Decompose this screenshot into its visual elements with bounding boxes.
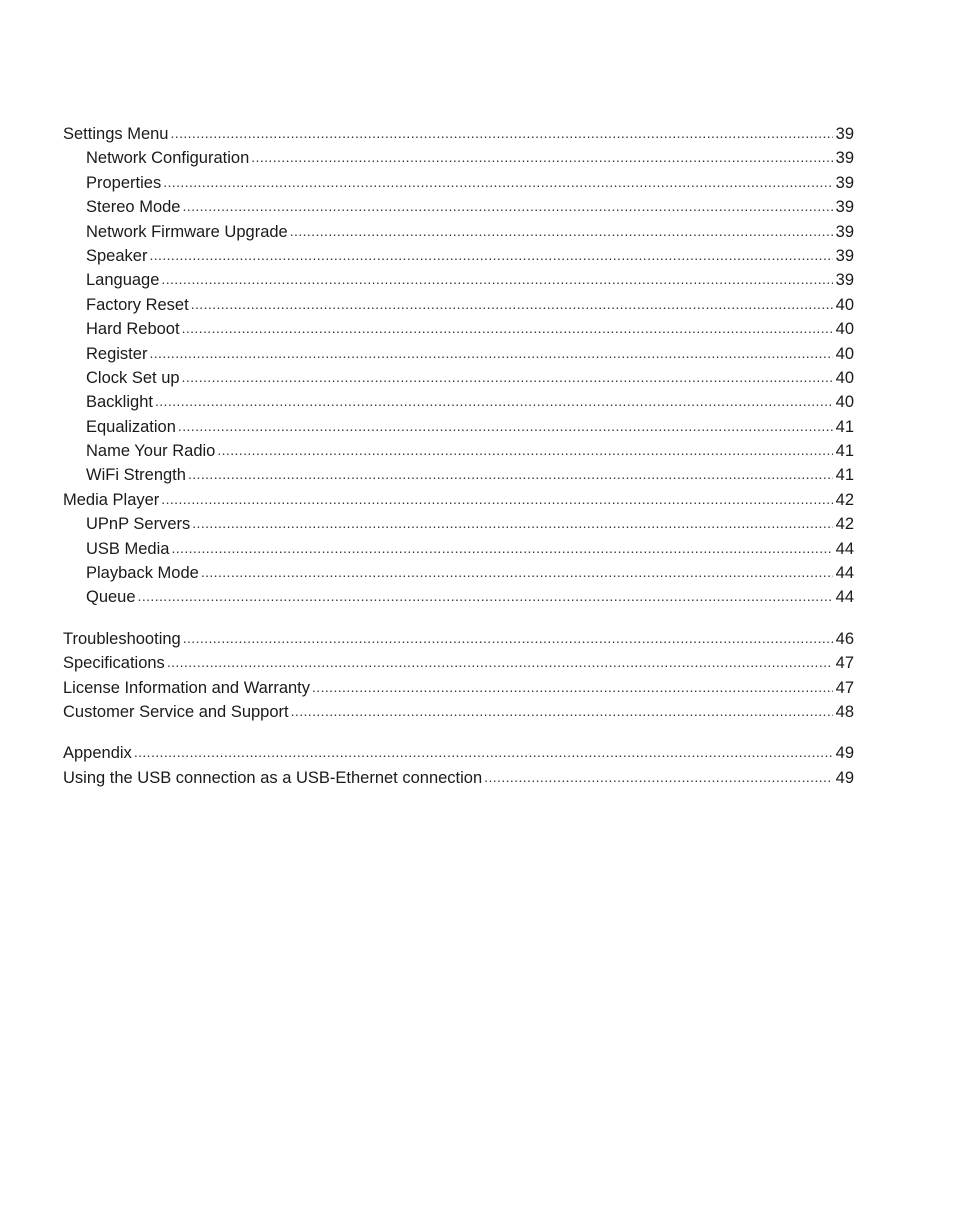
table-of-contents (63, 122, 854, 790)
dot-leader (149, 341, 832, 365)
toc-entry-title: Stereo Mode (86, 198, 181, 217)
toc-entry-page: 49 (835, 768, 854, 787)
toc-entry-title: Settings Menu (63, 125, 169, 143)
toc-entry-page: 39 (835, 173, 854, 192)
dot-leader (183, 626, 833, 650)
toc-entry-name-your-radio[interactable] (63, 439, 854, 463)
dot-leader (217, 438, 832, 462)
toc-entry-page: 41 (835, 466, 854, 485)
toc-entry-title: Specifications (63, 654, 165, 673)
toc-entry-customer-service-and-support[interactable] (63, 700, 854, 724)
toc-entry-factory-reset[interactable] (63, 293, 854, 317)
dot-leader (134, 740, 833, 764)
toc-entry-usb-media[interactable] (63, 537, 854, 561)
toc-entry-page: 40 (835, 320, 854, 339)
dot-leader (251, 145, 832, 169)
toc-entry-page: 39 (835, 271, 854, 290)
toc-entry-title: Using the USB connection as a USB-Ethernet connection (63, 768, 483, 787)
toc-entry-page: 44 (835, 588, 854, 607)
dot-leader (484, 765, 832, 789)
toc-entry-clock-set-up[interactable] (63, 366, 854, 390)
toc-entry-title: Language (86, 271, 160, 290)
dot-leader (161, 487, 832, 511)
toc-entry-title: Media Player (63, 490, 160, 509)
toc-entry-page: 42 (835, 490, 854, 509)
toc-entry-title: USB Media (86, 539, 170, 558)
toc-entry-backlight[interactable] (63, 390, 854, 414)
toc-entry-page: 39 (835, 222, 854, 241)
toc-entry-media-player[interactable] (63, 488, 854, 512)
toc-entry-page: 40 (835, 295, 854, 314)
toc-entry-queue[interactable] (63, 585, 854, 609)
toc-entry-specifications[interactable] (63, 651, 854, 675)
dot-leader (178, 414, 833, 438)
toc-entry-register[interactable] (63, 342, 854, 366)
dot-leader (191, 292, 833, 316)
toc-entry-troubleshooting[interactable] (63, 627, 854, 651)
dot-leader (312, 675, 833, 699)
toc-entry-playback-mode[interactable] (63, 561, 854, 585)
dot-leader (182, 194, 832, 218)
toc-entry-stereo-mode[interactable] (63, 195, 854, 219)
dot-leader (163, 170, 832, 194)
toc-entry-title: Troubleshooting (63, 629, 181, 648)
dot-leader (291, 699, 833, 723)
toc-entry-upnp-servers[interactable] (63, 512, 854, 536)
toc-entry-network-firmware-upgrade[interactable] (63, 220, 854, 244)
toc-entry-speaker[interactable] (63, 244, 854, 268)
toc-entry-title: Speaker (86, 246, 148, 265)
toc-entry-title: Customer Service and Support (63, 702, 289, 721)
toc-entry-page: 39 (835, 198, 854, 217)
toc-entry-page: 49 (835, 744, 854, 763)
dot-leader (170, 121, 832, 145)
toc-entry-page: 39 (835, 149, 854, 168)
toc-entry-page: 40 (835, 344, 854, 363)
toc-entry-equalization[interactable] (63, 415, 854, 439)
toc-entry-page: 40 (835, 393, 854, 412)
toc-entry-page: 39 (835, 246, 854, 265)
toc-entry-title: Network Firmware Upgrade (86, 222, 288, 241)
toc-entry-title: Equalization (86, 417, 176, 436)
dot-leader (182, 365, 833, 389)
dot-leader (149, 243, 832, 267)
toc-entry-title: Playback Mode (86, 564, 199, 583)
toc-entry-title: Appendix (63, 744, 132, 763)
toc-entry-page: 46 (835, 629, 854, 648)
toc-entry-title: Queue (86, 588, 136, 607)
toc-entry-page: 47 (835, 678, 854, 697)
toc-entry-title: Name Your Radio (86, 442, 216, 461)
toc-entry-network-configuration[interactable] (63, 146, 854, 170)
toc-entry-title: Register (86, 344, 148, 363)
toc-entry-title: License Information and Warranty (63, 678, 311, 697)
toc-entry-wifi-strength[interactable] (63, 463, 854, 487)
toc-entry-title: Backlight (86, 393, 153, 412)
toc-entry-title: WiFi Strength (86, 466, 186, 485)
dot-leader (201, 560, 833, 584)
toc-entry-title: Factory Reset (86, 295, 189, 314)
toc-entry-page: 41 (835, 442, 854, 461)
dot-leader (290, 219, 833, 243)
toc-entry-page: 44 (835, 539, 854, 558)
toc-entry-title: Network Configuration (86, 149, 250, 168)
toc-entry-title: Clock Set up (86, 368, 180, 387)
dot-leader (192, 511, 832, 535)
toc-entry-settings-menu[interactable] (63, 122, 854, 146)
dot-leader (182, 316, 833, 340)
toc-entry-page: 39 (835, 125, 854, 143)
dot-leader (155, 389, 833, 413)
dot-leader (167, 650, 833, 674)
toc-entry-page: 42 (835, 515, 854, 534)
dot-leader (188, 462, 833, 486)
toc-entry-page: 47 (835, 654, 854, 673)
toc-entry-page: 41 (835, 417, 854, 436)
toc-entry-page: 48 (835, 702, 854, 721)
toc-entry-properties[interactable] (63, 171, 854, 195)
toc-entry-usb-ethernet-connection[interactable] (63, 766, 854, 790)
toc-entry-title: Properties (86, 173, 162, 192)
toc-entry-license-information-and-warranty[interactable] (63, 676, 854, 700)
toc-entry-title: UPnP Servers (86, 515, 191, 534)
toc-entry-page: 40 (835, 368, 854, 387)
toc-entry-hard-reboot[interactable] (63, 317, 854, 341)
toc-entry-language[interactable] (63, 268, 854, 292)
toc-entry-appendix[interactable] (63, 741, 854, 765)
toc-entry-page: 44 (835, 564, 854, 583)
dot-leader (138, 584, 833, 608)
dot-leader (161, 267, 832, 291)
toc-entry-title: Hard Reboot (86, 320, 180, 339)
dot-leader (171, 536, 832, 560)
